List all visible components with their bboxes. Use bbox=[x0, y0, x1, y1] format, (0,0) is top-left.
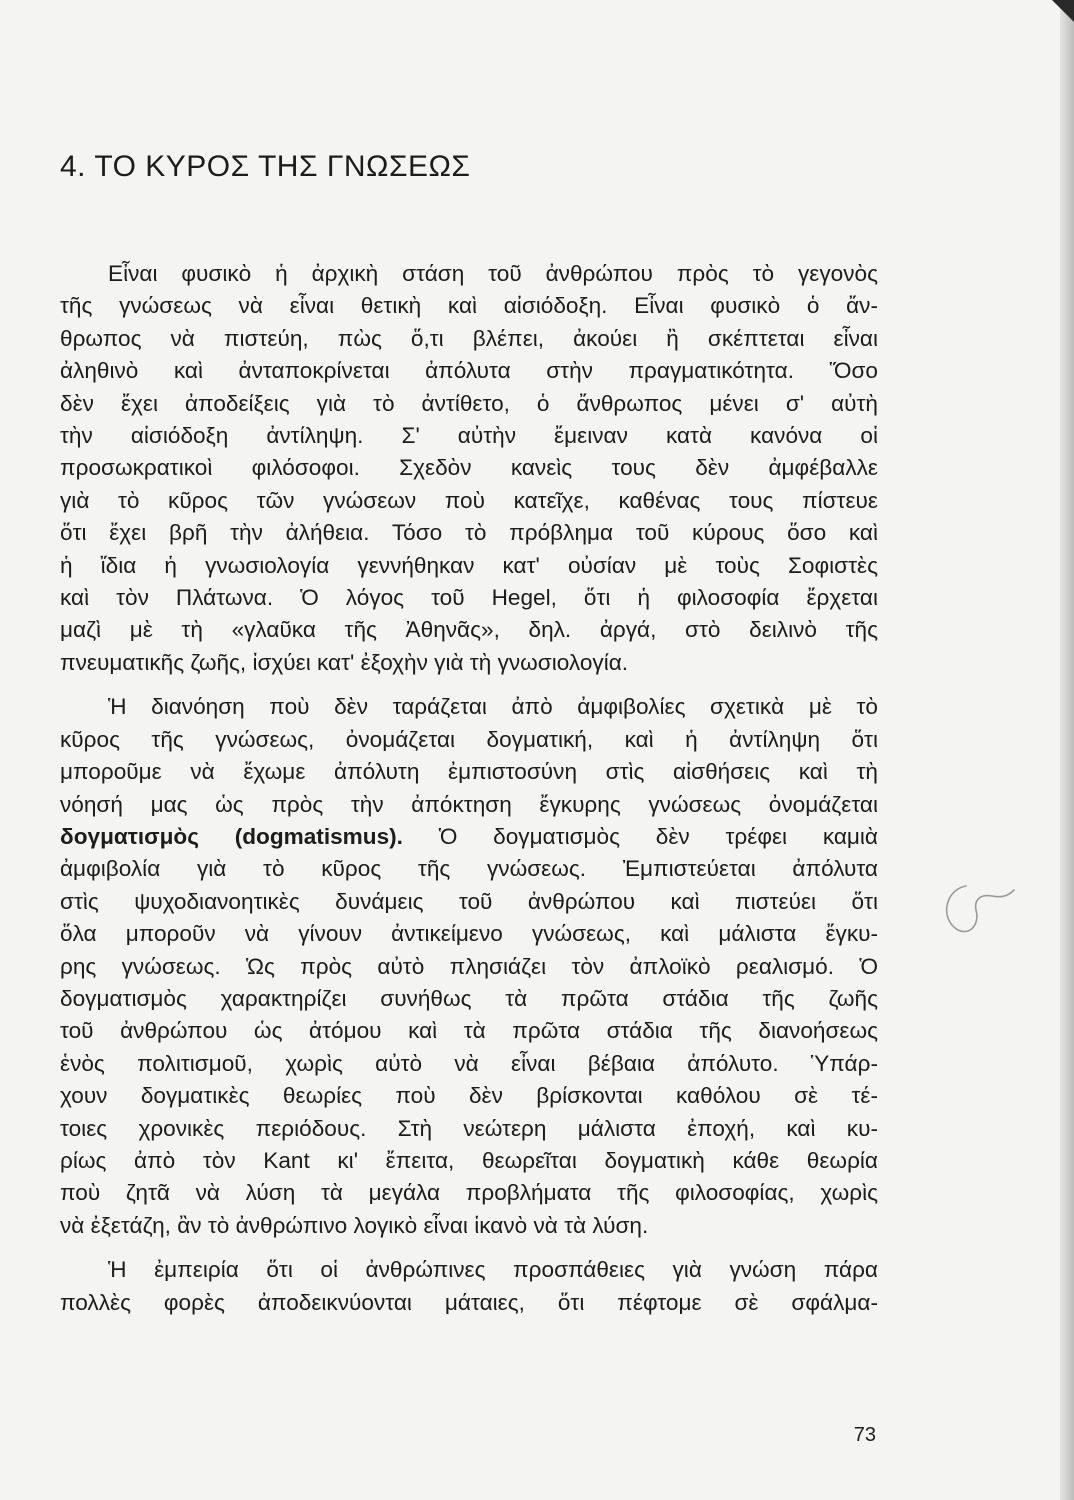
text-line: στὶς ψυχοδιανοητικὲς δυνάμεις τοῦ ἀνθρώπου καὶ πιστεύει ὅτι bbox=[60, 888, 878, 914]
body-text bbox=[60, 258, 878, 1319]
term-line bbox=[60, 821, 878, 853]
text-line: δὲν ἔχει ἀποδείξεις γιὰ τὸ ἀντίθετο, ὁ ἄνθρωπος μένει σ' αὐτὴ bbox=[60, 390, 878, 416]
text-line: ἡ ἴδια ἡ γνωσιολογία γεννήθηκαν κατ' οὐσίαν μὲ τοὺς Σοφιστὲς bbox=[60, 552, 878, 578]
term-dogmatism: δογματισμὸς (dogmatismus). bbox=[60, 823, 403, 849]
text-line: Ἡ διανόηση ποὺ δὲν ταράζεται ἀπὸ ἀμφιβολίες σχετικὰ μὲ τὸ bbox=[108, 694, 878, 720]
page-edge-shadow bbox=[1060, 0, 1074, 1500]
text-line: χουν δογματικὲς θεωρίες ποὺ δὲν βρίσκονται καθόλου σὲ τέ- bbox=[60, 1083, 878, 1109]
margin-pen-mark bbox=[936, 880, 1016, 950]
text-line: ἑνὸς πολιτισμοῦ, χωρὶς αὐτὸ νὰ εἶναι βέβαια ἀπόλυτο. Ὑπάρ- bbox=[60, 1050, 878, 1076]
text-line: Ἡ ἐμπειρία ὅτι οἱ ἀνθρώπινες προσπάθειες γιὰ γνώση πάρα bbox=[108, 1257, 878, 1283]
page-corner bbox=[1052, 0, 1074, 22]
text-line: νόησή μας ὡς πρὸς τὴν ἀπόκτηση ἔγκυρης γνώσεως ὀνομάζεται bbox=[60, 791, 878, 817]
text-line: θρωπος νὰ πιστεύη, πὼς ὅ,τι βλέπει, ἀκούει ἢ σκέπτεται εἶναι bbox=[60, 325, 878, 351]
text-line: τοῦ ἀνθρώπου ὡς ἀτόμου καὶ τὰ πρῶτα στάδια τῆς διανοήσεως bbox=[60, 1018, 878, 1044]
text-line: ἀμφιβολία γιὰ τὸ κῦρος τῆς γνώσεως. Ἐμπιστεύεται ἀπόλυτα bbox=[60, 856, 878, 882]
text-line: τὴν αἰσιόδοξη ἀντίληψη. Σ' αὐτὴν ἔμειναν κατὰ κανόνα οἱ bbox=[60, 423, 878, 449]
text-line: μαζὶ μὲ τὴ «γλαῦκα τῆς Ἀθηνᾶς», δηλ. ἀργά, στὸ δειλινὸ τῆς bbox=[60, 617, 878, 643]
paragraph-1 bbox=[60, 258, 878, 679]
text-line: Εἶναι φυσικὸ ἡ ἀρχικὴ στάση τοῦ ἀνθρώπου πρὸς τὸ γεγονὸς bbox=[108, 261, 878, 286]
text-line: πολλὲς φορὲς ἀποδεικνύονται μάταιες, ὅτι πέφτομε σὲ σφάλμα- bbox=[60, 1289, 878, 1315]
text-line: νὰ ἐξετάζη, ἂν τὸ ἀνθρώπινο λογικὸ εἶναι ἱκανὸ νὰ τὰ λύση. bbox=[60, 1212, 649, 1238]
term-line-rest: Ὁ δογματισμὸς δὲν τρέφει καμιὰ bbox=[438, 823, 878, 849]
text-line: τοιες χρονικὲς περιόδους. Στὴ νεώτερη μάλιστα ἐποχή, καὶ κυ- bbox=[60, 1115, 878, 1141]
text-line: τῆς γνώσεως νὰ εἶναι θετικὴ καὶ αἰσιόδοξη. Εἶναι φυσικὸ ὁ ἄν- bbox=[60, 293, 878, 319]
text-line: γιὰ τὸ κῦρος τῶν γνώσεων ποὺ κατεῖχε, καθένας τους πίστευε bbox=[60, 487, 878, 513]
text-line: ὅλα μποροῦν νὰ γίνουν ἀντικείμενο γνώσεως, καὶ μάλιστα ἔγκυ- bbox=[60, 921, 878, 947]
paragraph-3 bbox=[60, 1254, 878, 1319]
text-line: πνευματικῆς ζωῆς, ἰσχύει κατ' ἐξοχὴν γιὰ τὴ γνωσιολογία. bbox=[60, 649, 629, 675]
text-line: ὅτι ἔχει βρῆ τὴν ἀλήθεια. Τόσο τὸ πρόβλημα τοῦ κύρους ὅσο καὶ bbox=[60, 520, 878, 546]
text-line: ρης γνώσεως. Ὡς πρὸς αὐτὸ πλησιάζει τὸν ἀπλοϊκὸ ρεαλισμό. Ὁ bbox=[60, 953, 878, 979]
paragraph-2 bbox=[60, 691, 878, 1242]
text-line: μποροῦμε νὰ ἔχωμε ἀπόλυτη ἐμπιστοσύνη στὶς αἰσθήσεις καὶ τὴ bbox=[60, 759, 878, 785]
text-line: προσωκρατικοὶ φιλόσοφοι. Σχεδὸν κανεὶς τους δὲν ἀμφέβαλλε bbox=[60, 455, 878, 481]
text-line: ποὺ ζητᾶ νὰ λύση τὰ μεγάλα προβλήματα τῆς φιλοσοφίας, χωρὶς bbox=[60, 1180, 878, 1206]
text-line: καὶ τὸν Πλάτωνα. Ὁ λόγος τοῦ Hegel, ὅτι ἡ φιλοσοφία ἔρχεται bbox=[60, 585, 878, 611]
text-line: ἀληθινὸ καὶ ἀνταποκρίνεται ἀπόλυτα στὴν πραγματικότητα. Ὅσο bbox=[60, 358, 878, 384]
text-line: ρίως ἀπὸ τὸν Kant κι' ἔπειτα, θεωρεῖται δογματικὴ κάθε θεωρία bbox=[60, 1147, 878, 1173]
text-line: κῦρος τῆς γνώσεως, ὀνομάζεται δογματική, καὶ ἡ ἀντίληψη ὅτι bbox=[60, 726, 878, 752]
page-number: 73 bbox=[853, 1424, 876, 1446]
text-line: δογματισμὸς χαρακτηρίζει συνήθως τὰ πρῶτα στάδια τῆς ζωῆς bbox=[60, 985, 878, 1011]
chapter-title: 4. ΤΟ ΚΥΡΟΣ ΤΗΣ ΓΝΩΣΕΩΣ bbox=[60, 150, 471, 183]
